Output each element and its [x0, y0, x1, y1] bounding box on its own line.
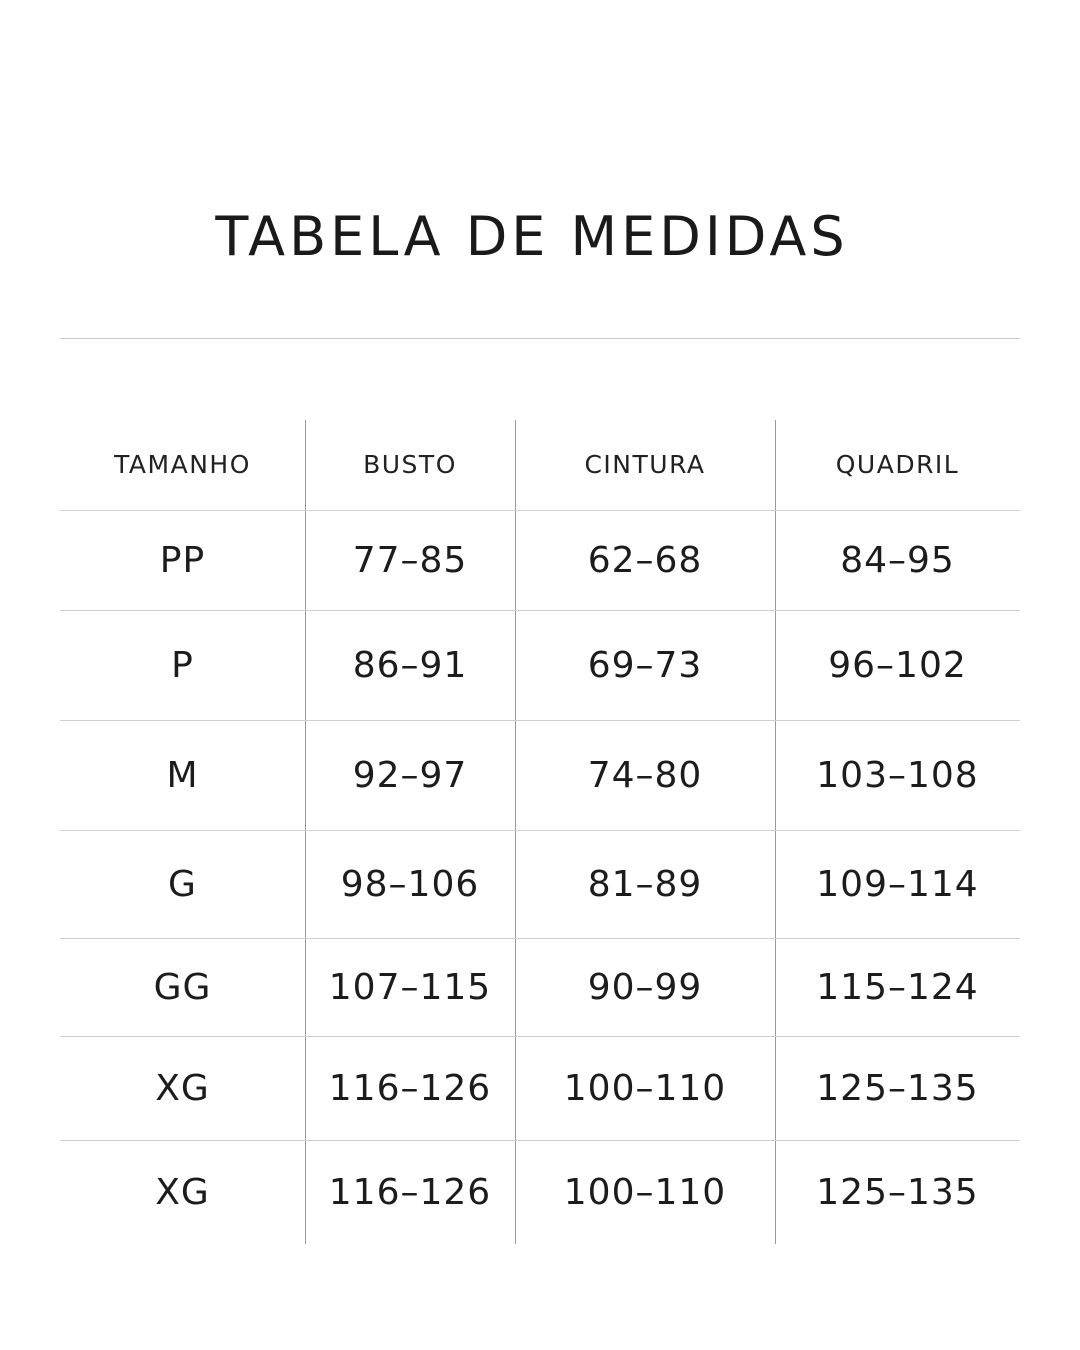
size-cell: XG: [155, 1067, 210, 1109]
header-quadril: QUADRIL: [835, 450, 960, 479]
quadril-cell: 109–114: [816, 863, 979, 905]
header-tamanho: TAMANHO: [114, 450, 251, 479]
page-title: TABELA DE MEDIDAS: [215, 205, 849, 268]
busto-cell: 77–85: [352, 539, 468, 581]
cintura-cell: 100–110: [563, 1171, 727, 1213]
cintura-cell: 62–68: [587, 539, 703, 581]
size-cell: GG: [153, 966, 212, 1008]
cintura-cell: 81–89: [587, 863, 703, 905]
size-cell: M: [166, 754, 199, 796]
quadril-cell: 84–95: [840, 539, 955, 581]
table-row: [60, 1036, 1020, 1140]
quadril-cell: 125–135: [816, 1067, 979, 1109]
table-row: [60, 938, 1020, 1036]
table-row: [60, 610, 1020, 720]
size-cell: G: [168, 863, 197, 905]
busto-cell: 116–126: [328, 1067, 492, 1109]
quadril-cell: 96–102: [828, 644, 967, 686]
quadril-cell: 125–135: [816, 1171, 979, 1213]
quadril-cell: 103–108: [816, 754, 979, 796]
busto-cell: 98–106: [340, 863, 480, 905]
busto-cell: 92–97: [352, 754, 468, 796]
header-cintura: CINTURA: [584, 450, 706, 479]
quadril-cell: 115–124: [816, 966, 979, 1008]
busto-cell: 86–91: [352, 644, 468, 686]
table-row: [60, 1140, 1020, 1244]
cintura-cell: 69–73: [587, 644, 703, 686]
cintura-cell: 100–110: [563, 1067, 727, 1109]
size-cell: PP: [159, 539, 206, 581]
cintura-cell: 90–99: [587, 966, 703, 1008]
cintura-cell: 74–80: [587, 754, 703, 796]
table-row: [60, 510, 1020, 610]
size-cell: XG: [155, 1171, 210, 1213]
size-table: [60, 420, 1020, 1244]
busto-cell: 116–126: [328, 1171, 492, 1213]
table-row: [60, 720, 1020, 830]
header-busto: BUSTO: [363, 450, 457, 479]
table-row: [60, 830, 1020, 938]
size-cell: P: [171, 644, 194, 686]
busto-cell: 107–115: [328, 966, 492, 1008]
title-divider: [60, 338, 1020, 339]
